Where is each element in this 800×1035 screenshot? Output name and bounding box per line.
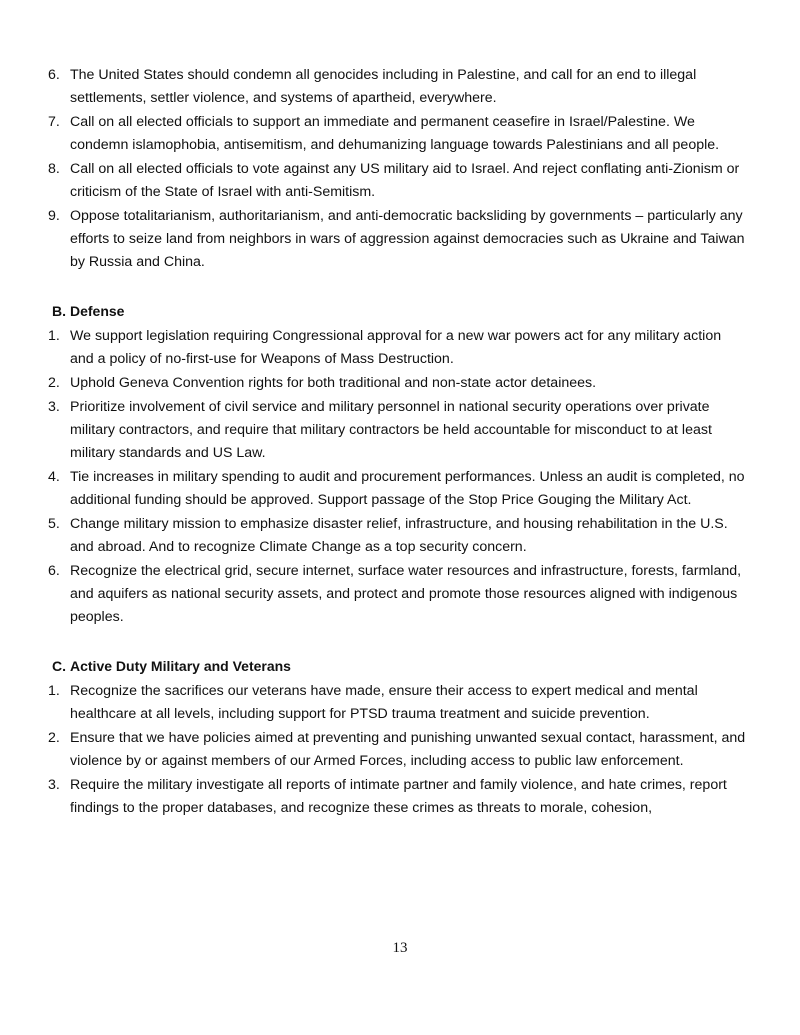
item-number: 4. [48,469,60,485]
list-item [48,158,748,204]
item-number: 7. [48,114,60,130]
item-number: 1. [48,328,60,344]
section-title: Defense [70,303,125,319]
list-item [48,372,748,395]
item-text: Call on all elected officials to support an immediate and permanent ceasefire in Israel/Palestine. We condemn islamophobia, antisemitism, and dehumanizing language towards Palestinians and all people. [70,114,720,153]
item-text: Prioritize involvement of civil service and military personnel in national security operations over private military contractors, and require that military contractors be held accountable for misconduct to at least military standards and US Law. [70,399,712,461]
item-text: We support legislation requiring Congressional approval for a new war powers act for any military action and a policy of no-first-use for Weapons of Mass Destruction. [70,328,722,367]
section-c-list [48,680,748,820]
item-number: 5. [48,516,60,532]
list-item [48,680,748,726]
item-number: 9. [48,208,60,224]
list-item [48,64,748,110]
page-content [48,64,748,821]
item-text: Tie increases in military spending to audit and procurement performances. Unless an audit is completed, no additional funding should be approved. Support passage of the Stop Price Gouging the Military Act. [70,469,745,508]
section-a-list [48,64,748,274]
item-number: 8. [48,161,60,177]
section-letter: C. [52,658,66,674]
section-letter: B. [52,303,66,319]
item-text: The United States should condemn all genocides including in Palestine, and call for an end to illegal settlements, settler violence, and systems of apartheid, everywhere. [70,67,697,106]
item-number: 6. [48,67,60,83]
item-number: 3. [48,777,60,793]
page-number: 13 [392,940,408,956]
item-text: Ensure that we have policies aimed at preventing and punishing unwanted sexual contact, harassment, and violence by or against members of our Armed Forces, including access to public law enforcement. [70,730,746,769]
list-item [48,111,748,157]
list-item [48,325,748,371]
item-text: Oppose totalitarianism, authoritarianism, and anti-democratic backsliding by governments – particularly any efforts to seize land from neighbors in wars of aggression against democracies such as Ukraine and Taiwan by Russia and China. [70,208,745,270]
list-item [48,396,748,465]
item-number: 6. [48,563,60,579]
item-text: Require the military investigate all reports of intimate partner and family violence, and hate crimes, report findings to the proper databases, and recognize these crimes as threats to morale, cohesion, [70,777,727,816]
item-text: Recognize the electrical grid, secure internet, surface water resources and infrastructure, forests, farmland, and aquifers as national security assets, and protect and promote those resources aligned with indigenous peoples. [70,563,742,625]
item-number: 3. [48,399,60,415]
section-b-heading [52,300,748,322]
item-text: Recognize the sacrifices our veterans have made, ensure their access to expert medical and mental healthcare at all levels, including support for PTSD trauma treatment and suicide prevention. [70,683,698,722]
section-c-heading [52,655,748,677]
list-item [48,513,748,559]
list-item [48,466,748,512]
section-b-list [48,325,748,629]
item-text: Change military mission to emphasize disaster relief, infrastructure, and housing rehabilitation in the U.S. and abroad. And to recognize Climate Change as a top security concern. [70,516,728,555]
list-item [48,560,748,629]
item-number: 2. [48,730,60,746]
item-text: Uphold Geneva Convention rights for both traditional and non-state actor detainees. [70,375,597,391]
section-title: Active Duty Military and Veterans [70,658,291,674]
item-number: 1. [48,683,60,699]
list-item [48,774,748,820]
item-text: Call on all elected officials to vote against any US military aid to Israel. And reject conflating anti-Zionism or criticism of the State of Israel with anti-Semitism. [70,161,740,200]
item-number: 2. [48,375,60,391]
list-item [48,205,748,274]
list-item [48,727,748,773]
